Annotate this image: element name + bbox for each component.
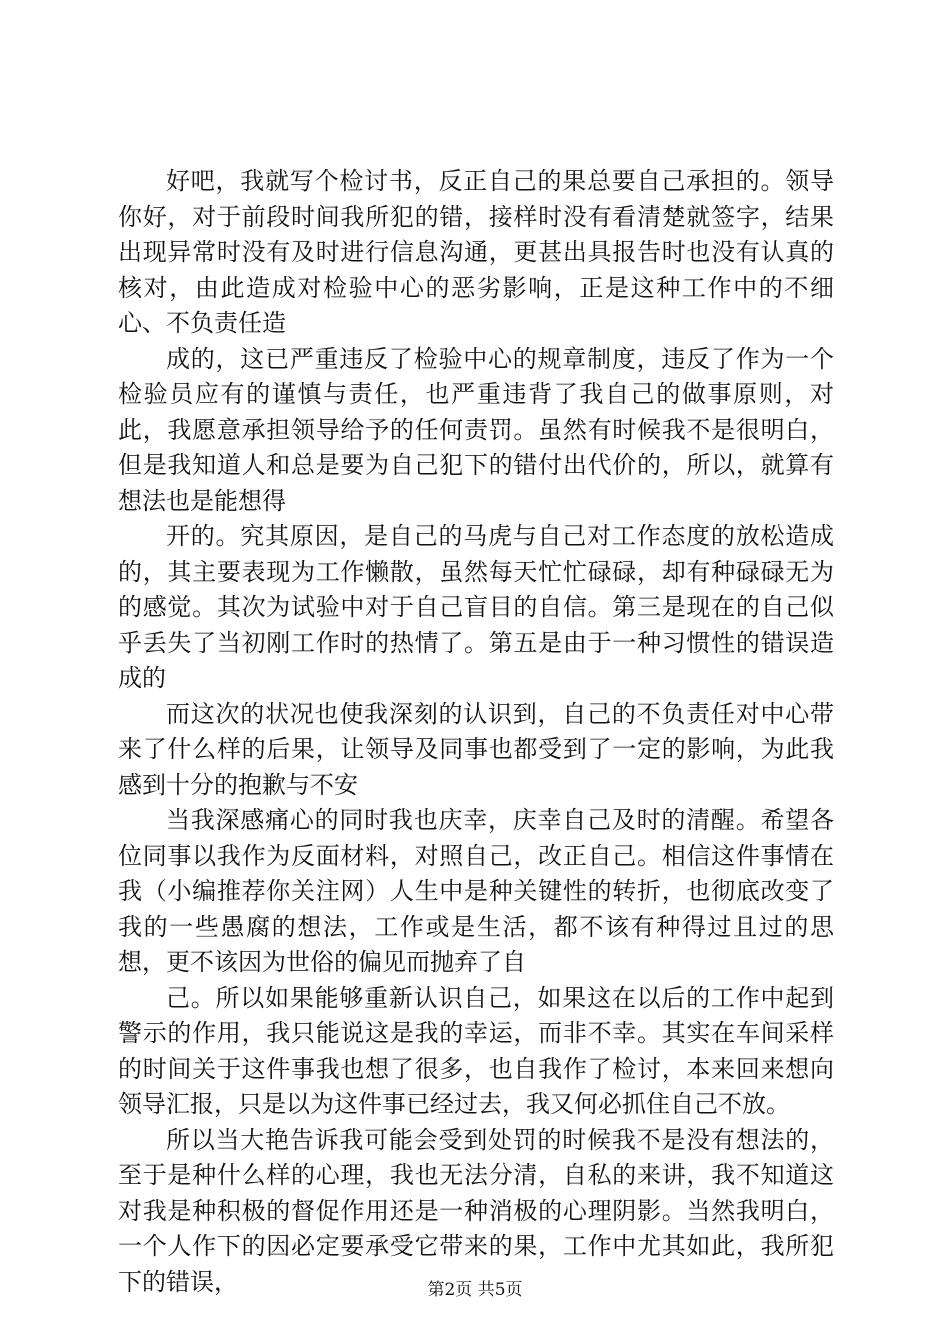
- paragraph-1: 好吧，我就写个检讨书，反正自己的果总要自己承担的。领导你好，对于前段时间我所犯的错，接样时没有看清楚就签字，结果出现异常时没有及时进行信息沟通，更甚出具报告时也没有认真的核对，由此造成对检验中心的恶劣影响，正是这种工作中的不细心、不负责任造: [118, 167, 834, 337]
- page-number-footer: 第2页 共5页: [427, 1280, 523, 1300]
- paragraph-4: 而这次的状况也使我深刻的认识到，自己的不负责任对中心带来了什么样的后果，让领导及同事也都受到了一定的影响，为此我感到十分的抱歉与不安: [118, 699, 834, 799]
- paragraph-7: 所以当大艳告诉我可能会受到处罚的时候我不是没有想法的，至于是种什么样的心理，我也无法分清，自私的来讲，我不知道这对我是种积极的督促作用还是一种消极的心理阴影。当然我明白，一个人作下的因必定要承受它带来的果，工作中尤其如此，我所犯下的错误，: [118, 1125, 834, 1296]
- paragraph-5: 当我深感痛心的同时我也庆幸，庆幸自己及时的清醒。希望各位同事以我作为反面材料，对照自己，改正自己。相信这件事情在我（小编推荐你关注网）人生中是种关键性的转折，也彻底改变了我的一些愚腐的想法，工作或是生活，都不该有种得过且过的思想，更不该因为世俗的偏见而抛弃了自: [118, 806, 834, 976]
- paragraph-2: 成的，这已严重违反了检验中心的规章制度，违反了作为一个检验员应有的谨慎与责任，也严重违背了我自己的做事原则，对此，我愿意承担领导给予的任何责罚。虽然有时候我不是很明白，但是我知道人和总是要为自己犯下的错付出代价的，所以，就算有想法也是能想得: [118, 344, 834, 515]
- paragraph-6: 己。所以如果能够重新认识自己，如果这在以后的工作中起到警示的作用，我只能说这是我的幸运，而非不幸。其实在车间采样的时间关于这件事我也想了很多，也自我作了检讨，本来回来想向领导汇报，只是以为这件事已经过去，我又何必抓住自己不放。: [118, 983, 834, 1118]
- document-body: [118, 164, 834, 1300]
- paragraph-3: 开的。究其原因，是自己的马虎与自己对工作态度的放松造成的，其主要表现为工作懒散，虽然每天忙忙碌碌，却有种碌碌无为的感觉。其次为试验中对于自己盲目的自信。第三是现在的自己似乎丢失了当初刚工作时的热情了。第五是由于一种习惯性的错误造成的: [118, 522, 834, 692]
